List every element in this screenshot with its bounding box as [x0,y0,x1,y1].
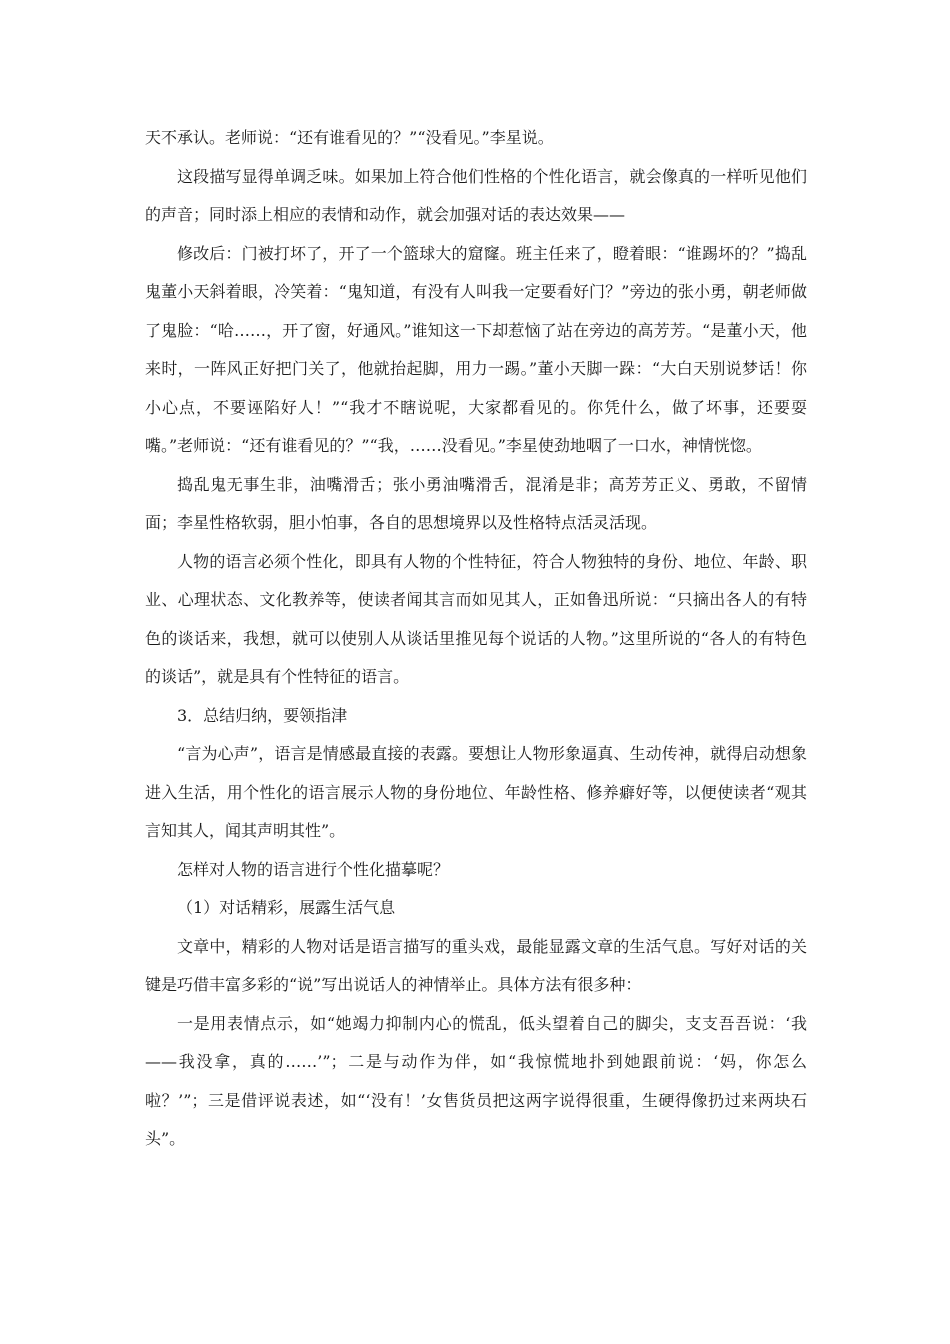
document-body [145,119,807,1159]
paragraph-character-summary: 捣乱鬼无事生非，油嘴滑舌；张小勇油嘴滑舌，混淆是非；高芳芳正义、勇敢，不留情面；李星性格软弱，胆小怕事，各自的思想境界以及性格特点活灵活现。 [145,474,807,532]
paragraph-analysis-intro: 这段描写显得单调乏味。如果加上符合他们性格的个性化语言，就会像真的一样听见他们的声音；同时添上相应的表情和动作，就会加强对话的表达效果—— [145,166,807,224]
paragraph-dialogue-methods: 一是用表情点示，如“她竭力抑制内心的慌乱，低头望着自己的脚尖，支支吾吾说：‘我——我没拿，真的……’”；二是与动作为伴，如“我惊慌地扑到她跟前说：‘妈，你怎么啦？’”；三是借评说表述，如“‘没有！’女售货员把这两字说得很重，生硬得像扔过来两块石头”。 [145,1013,807,1148]
paragraph-question: 怎样对人物的语言进行个性化描摹呢？ [177,859,450,879]
paragraph-language-voice: “言为心声”，语言是情感最直接的表露。要想让人物形象逼真、生动传神，就得启动想象进入生活，用个性化的语言展示人物的身份地位、年龄性格、修养癖好等，以便使读者“观其言知其人，闻其声明其性”。 [145,744,807,840]
paragraph-revised-example: 修改后：门被打坏了，开了一个篮球大的窟窿。班主任来了，瞪着眼：“谁踢坏的？”捣乱鬼董小天斜着眼，冷笑着：“鬼知道，有没有人叫我一定要看好门？”旁边的张小勇，朝老师做了鬼脸：“哈……，开了窗，好通风。”谁知这一下却惹恼了站在旁边的高芳芳。“是董小天，他来时，一阵风正好把门关了，他就抬起脚，用力一踢。”董小天脚一跺：“大白天别说梦话！你小心点，不要诬陷好人！”“我才不瞎说呢，大家都看见的。你凭什么，做了坏事，还要耍嘴。”老师说：“还有谁看见的？”“我，……没看见。”李星使劲地咽了一口水，神情恍惚。 [145,243,807,455]
subheading-dialogue: （1）对话精彩，展露生活气息 [177,898,396,917]
paragraph-dialogue-importance: 文章中，精彩的人物对话是语言描写的重头戏，最能显露文章的生活气息。写好对话的关键是巧借丰富多彩的“说”写出说话人的神情举止。具体方法有很多种： [145,936,807,994]
paragraph-continuation: 天不承认。老师说：“还有谁看见的？”“没看见。”李星说。 [145,128,554,147]
paragraph-personalized-language: 人物的语言必须个性化，即具有人物的个性特征，符合人物独特的身份、地位、年龄、职业、心理状态、文化教养等，使读者闻其言而如见其人，正如鲁迅所说：“只摘出各人的有特色的谈话来，我想，就可以使别人从谈话里推见每个说话的人物。”这里所说的“各人的有特色的谈话”，就是具有个性特征的语言。 [145,551,807,686]
section-heading-summary: 3．总结归纳，要领指津 [177,705,348,725]
